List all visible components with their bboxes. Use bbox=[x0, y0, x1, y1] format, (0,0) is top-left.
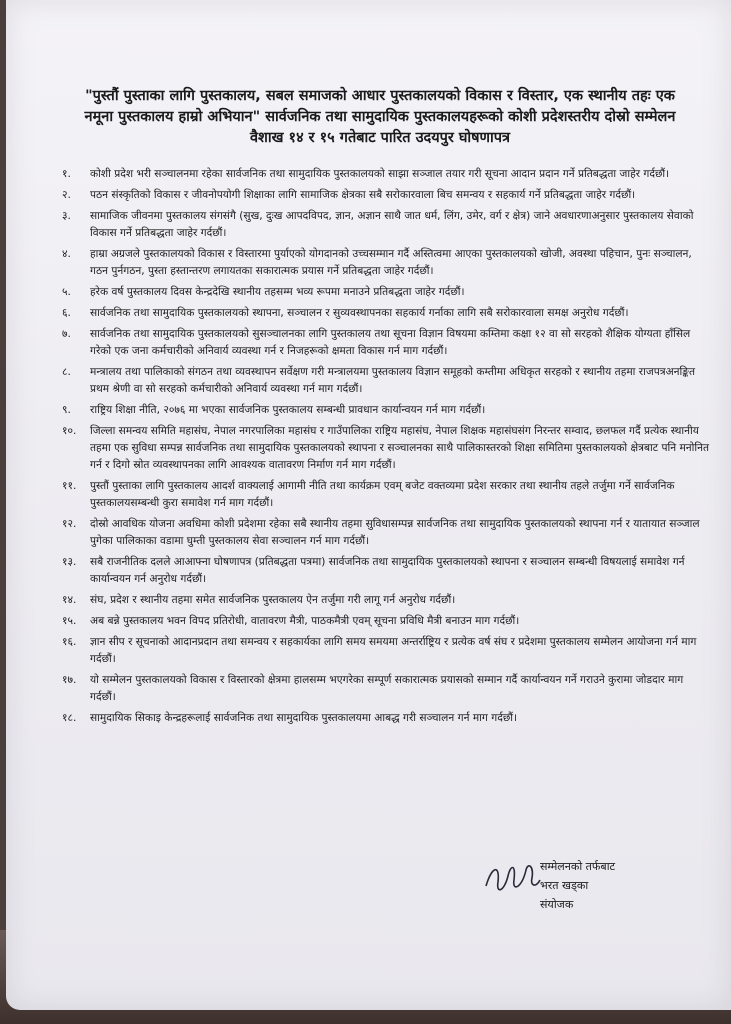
item-number: २. bbox=[62, 189, 71, 201]
item-text: ज्ञान सीप र सूचनाको आदानप्रदान तथा समन्वय र सहकार्यका लागि समय समयमा अन्तर्राष्ट्रिय र प्रत्येक वर्ष संघ र प्रदेशमा पुस्तकालय सम्मेलन आयोजना गर्न माग गर्दछौं। bbox=[90, 636, 697, 665]
item-number: १६. bbox=[62, 636, 77, 648]
declaration-item bbox=[62, 187, 712, 204]
item-text: मन्त्रालय तथा पालिकाको संगठन तथा व्यवस्थापन सर्वेक्षण गरी मन्त्रालयमा पुस्तकालय विज्ञान समूहको कम्तीमा अधिकृत सरहको र स्थानीय तहमा राजपत्रअनङ्कित प्रथम श्रेणी वा सो सरहको कर्मचारीको अनिवार्य व्यवस्था गर्न माग गर्दछौं। bbox=[90, 366, 696, 395]
declaration-list bbox=[62, 166, 712, 731]
declaration-item bbox=[62, 305, 712, 322]
signature-name: भरत खड्का bbox=[540, 879, 589, 892]
declaration-item bbox=[62, 246, 712, 280]
declaration-item bbox=[62, 166, 712, 183]
declaration-item bbox=[62, 284, 712, 301]
item-text: राष्ट्रिय शिक्षा नीति, २०७६ मा भएका सार्वजनिक पुस्तकालय सम्बन्धी प्रावधान कार्यान्वयन गर्न माग गर्दछौं। bbox=[90, 404, 486, 416]
item-text: पठन संस्कृतिको विकास र जीवनोपयोगी शिक्षाका लागि सामाजिक क्षेत्रका सबै सरोकारवाला बिच समन्वय र सहकार्य गर्ने प्रतिबद्धता जाहेर गर्दछौं। bbox=[90, 189, 636, 201]
item-text: दोस्रो आवधिक योजना अवधिमा कोशी प्रदेशमा रहेका सबै स्थानीय तहमा सुविधासम्पन्न सार्वजनिक तथा सामुदायिक पुस्तकालयको स्थापना गर्न र यातायात सञ्जाल पुगेका पालिकाका वडामा घुम्ती पुस्तकालय सेवा सञ्चालन गर्न माग गर्दछौं। bbox=[90, 518, 700, 547]
item-text: हरेक वर्ष पुस्तकालय दिवस केन्द्रदेखि स्थानीय तहसम्म भव्य रूपमा मनाउने प्रतिबद्धता जाहेर गर्दछौं। bbox=[90, 286, 465, 298]
item-number: १८. bbox=[62, 712, 77, 724]
header-line-2: नमूना पुस्तकालय हाम्रो अभियान" सार्वजनिक तथा सामुदायिक पुस्तकालयहरूको कोशी प्रदेशस्तरीय दोस्रो सम्मेलन bbox=[84, 109, 676, 125]
item-number: ७. bbox=[62, 328, 71, 340]
item-text: हाम्रा अग्रजले पुस्तकालयको विकास र विस्तारमा पुर्याएको योगदानको उच्चसम्मान गर्दै अस्तित्वमा आएका पुस्तकालयको खोजी, अवस्था पहिचान, पुनः सञ्चालन, गठन पुर्नगठन, पुस्ता हस्तान्तरण लगायतका सकारात्मक प्रयास गर्ने प्रतिबद्धता जाहेर गर्दछौं। bbox=[90, 248, 692, 277]
item-number: ८. bbox=[62, 366, 71, 378]
item-number: ६. bbox=[62, 307, 71, 319]
item-number: ३. bbox=[62, 210, 71, 222]
declaration-item bbox=[62, 592, 712, 609]
declaration-item bbox=[62, 423, 712, 474]
signature-org: सम्मेलनको तर्फबाट bbox=[540, 860, 616, 873]
item-number: १. bbox=[62, 168, 71, 180]
item-number: १५. bbox=[62, 615, 77, 627]
item-text: यो सम्मेलन पुस्तकालयको विकास र विस्तारको क्षेत्रमा हालसम्म भएगरेका सम्पूर्ण सकारात्मक प्रयासको सम्मान गर्दै कार्यान्वयन गर्ने गराउने कुरामा जोडदार माग गर्दछौं। bbox=[90, 674, 684, 703]
signature-block bbox=[540, 857, 615, 914]
item-number: ११. bbox=[62, 480, 77, 492]
header-line-1: "पुस्तौं पुस्ताका लागि पुस्तकालय, सबल समाजको आधार पुस्तकालयको विकास र विस्तार, एक स्थानीय तहः एक bbox=[85, 88, 675, 104]
item-text: पुस्तौं पुस्ताका लागि पुस्तकालय आदर्श वाक्यलाई आगामी नीति तथा कार्यक्रम एवम् बजेट वक्तव्यमा प्रदेश सरकार तथा स्थानीय तहले तर्जुमा गर्ने सार्वजनिक पुस्तकालयसम्बन्धी कुरा समावेश गर्न माग गर्दछौं। bbox=[90, 480, 675, 509]
item-text: सार्वजनिक तथा सामुदायिक पुस्तकालयको स्थापना, सञ्चालन र सुव्यवस्थापनका सहकार्य गर्नाका लागि सबै सरोकारवाला समक्ष अनुरोध गर्दछौं। bbox=[90, 307, 629, 319]
item-text: सामाजिक जीवनमा पुस्तकालय संगसंगै (सुख, दुःख आपदविपद, ज्ञान, अज्ञान साथै जात धर्म, लिंग, उमेर, वर्ग र क्षेत्र) जाने अवधारणाअनुसार पुस्तकालय सेवाको विकास गर्ने प्रतिबद्धता जाहेर गर्दछौं। bbox=[90, 210, 694, 239]
item-text: सबै राजनीतिक दलले आआफ्ना घोषणापत्र (प्रतिबद्धता पत्रमा) सार्वजनिक तथा सामुदायिक पुस्तकालयको स्थापना र सञ्चालन सम्बन्धी विषयलाई समावेश गर्न कार्यान्वयन गर्न अनुरोध गर्दछौं। bbox=[90, 556, 685, 585]
declaration-item bbox=[62, 402, 712, 419]
signature-mark bbox=[482, 856, 542, 900]
item-text: जिल्ला समन्वय समिति महासंघ, नेपाल नगरपालिका महासंघ र गाउँपालिका राष्ट्रिय महासंघ, नेपाल शिक्षक महासंघसंग निरन्तर सम्वाद, छलफल गर्दै प्रत्येक स्थानीय तहमा एक सुविधा सम्पन्न सार्वजनिक तथा सामुदायिक पुस्तकालयको स्थापना र सञ्चालनका साथै पालिकास्तरको शिक्षा समितिमा पुस्तकालयको क्षेत्रबाट पनि मनोनित गर्न र दिगो स्रोत व्यवस्थापनका लागि आवश्यक वातावरण निर्माण गर्न माग गर्दछौं। bbox=[90, 425, 710, 471]
declaration-item bbox=[62, 613, 712, 630]
declaration-item bbox=[62, 710, 712, 727]
item-number: ५. bbox=[62, 286, 71, 298]
declaration-item bbox=[62, 478, 712, 512]
signature-title: संयोजक bbox=[540, 898, 574, 911]
item-number: १४. bbox=[62, 594, 77, 606]
item-text: कोशी प्रदेश भरी सञ्चालनमा रहेका सार्वजनिक तथा सामुदायिक पुस्तकालयको साझा सञ्जाल तयार गरी सूचना आदान प्रदान गर्ने प्रतिबद्धता जाहेर गर्दछौं। bbox=[90, 168, 670, 180]
item-text: सार्वजनिक तथा सामुदायिक पुस्तकालयको सुसञ्चालनका लागि पुस्तकालय तथा सूचना विज्ञान विषयमा कम्तिमा कक्षा १२ वा सो सरहको शैक्षिक योग्यता हाँसिल गरेको एक जना कर्मचारीको अनिवार्य व्यवस्था गर्न र निजहरूको क्षमता विकास गर्न माग गर्दछौं। bbox=[90, 328, 691, 357]
header-line-3: वैशाख १४ र १५ गतेबाट पारित उदयपुर घोषणापत्र bbox=[249, 130, 511, 146]
declaration-item bbox=[62, 208, 712, 242]
declaration-item bbox=[62, 672, 712, 706]
item-number: १७. bbox=[62, 674, 77, 686]
item-text: संघ, प्रदेश र स्थानीय तहमा समेत सार्वजनिक पुस्तकालय ऐन तर्जुमा गरी लागू गर्न अनुरोध गर्दछौं। bbox=[90, 594, 456, 606]
item-text: सामुदायिक सिकाइ केन्द्रहरूलाई सार्वजनिक तथा सामुदायिक पुस्तकालयमा आबद्ध गरी सञ्चालन गर्न माग गर्दछौं। bbox=[90, 712, 518, 724]
document-header bbox=[50, 86, 710, 149]
item-number: १३. bbox=[62, 556, 77, 568]
declaration-item bbox=[62, 364, 712, 398]
item-number: १०. bbox=[62, 425, 77, 437]
declaration-item bbox=[62, 634, 712, 668]
item-number: १२. bbox=[62, 518, 77, 530]
declaration-item bbox=[62, 516, 712, 550]
item-text: अब बन्ने पुस्तकालय भवन विपद प्रतिरोधी, वातावरण मैत्री, पाठकमैत्री एवम् सूचना प्रविधि मैत्री बनाउन माग गर्दछौं। bbox=[90, 615, 520, 627]
item-number: ९. bbox=[62, 404, 71, 416]
declaration-item bbox=[62, 554, 712, 588]
declaration-item bbox=[62, 326, 712, 360]
item-number: ४. bbox=[62, 248, 71, 260]
